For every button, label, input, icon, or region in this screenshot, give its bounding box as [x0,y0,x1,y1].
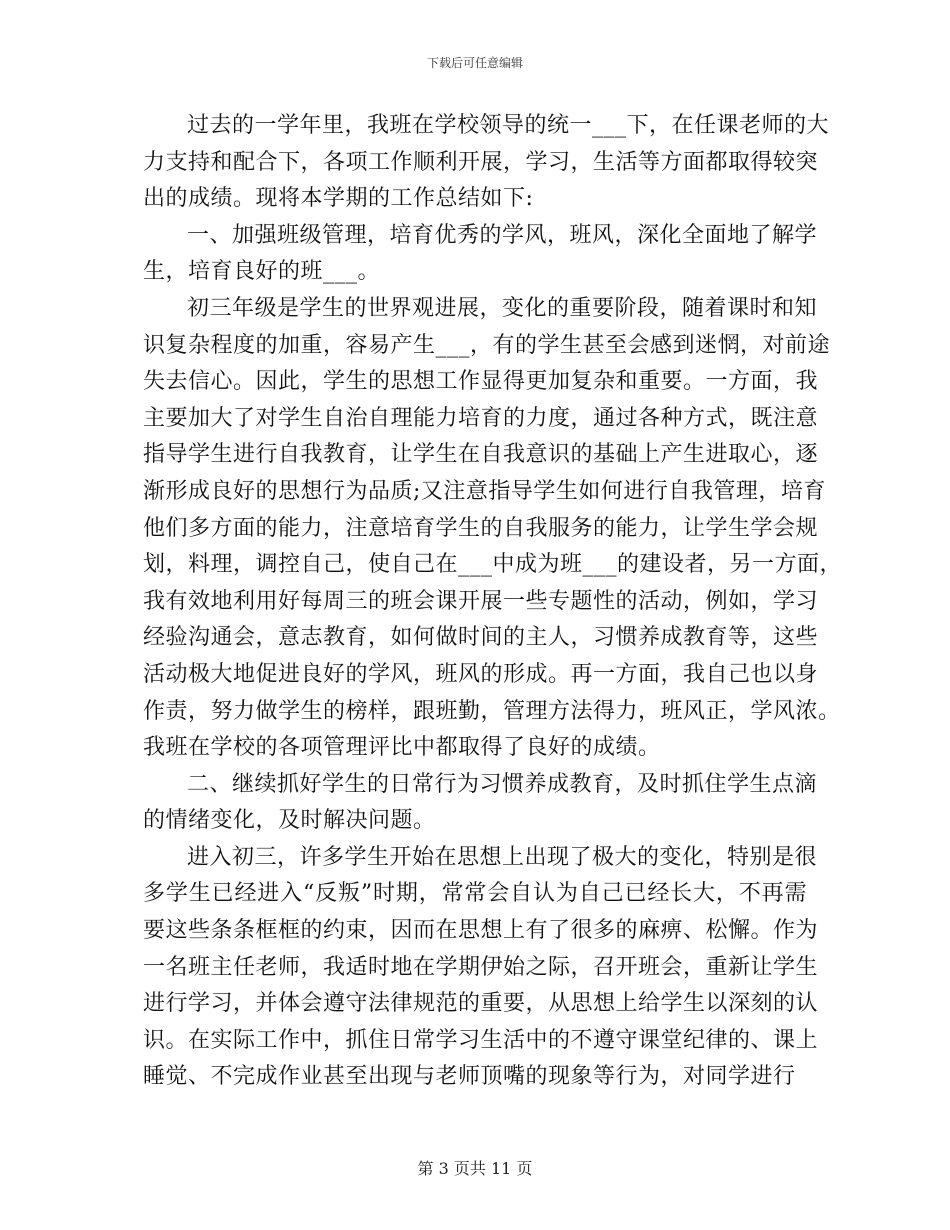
text-line: 一名班主任老师，我适时地在学期伊始之际，召开班会，重新让学生 [143,954,819,980]
text-line: 过去的一学年里，我班在学校领导的统一___下，在任课老师的大 [187,113,830,138]
text-line: 睡觉、不完成作业甚至出现与老师顶嘴的现象等行为，对同学进行 [143,1064,796,1090]
text-line: 经验沟通会，意志教育，如何做时间的主人，习惯养成教育等，这些 [143,625,819,651]
text-line: 初三年级是学生的世界观进展，变化的重要阶段，随着课时和知 [187,295,818,321]
text-line: 识。在实际工作中，抓住日常学习生活中的不遵守课堂纪律的、课上 [143,1027,819,1053]
paragraph-intro [143,108,830,218]
text-line: 的情绪变化，及时解决问题。 [143,808,436,834]
text-line: 指导学生进行自我教育，让学生在自我意识的基础上产生进取心，逐 [143,442,819,468]
paragraph-section-1-body [143,291,843,767]
text-line: 二、继续抓好学生的日常行为习惯养成教育，及时抓住学生点滴 [187,771,818,797]
text-line: 我有效地利用好每周三的班会课开展一些专题性的活动，例如，学习 [143,588,819,614]
text-line: 识复杂程度的加重，容易产生___，有的学生甚至会感到迷惘，对前途 [143,332,831,358]
text-line: 作责，努力做学生的榜样，跟班勤，管理方法得力，班风正，学风浓。 [143,698,841,724]
text-line: 失去信心。因此，学生的思想工作显得更加复杂和重要。一方面，我 [143,369,819,395]
text-line: 划，料理，调控自己，使自己在___中成为班___的建设者，另一方面， [143,552,843,578]
text-line: 我班在学校的各项管理评比中都取得了良好的成绩。 [143,735,661,761]
text-line: 要这些条条框框的约束，因而在思想上有了很多的麻痹、松懈。作为 [143,918,819,944]
text-line: 活动极大地促进良好的学风，班风的形成。再一方面，我自己也以身 [143,661,819,687]
text-line: 进行学习，并体会遵守法律规范的重要，从思想上给学生以深刻的认 [143,991,819,1017]
page-number: 第 3 页共 11 页 [417,1159,533,1178]
text-line: 生，培育良好的班___。 [143,259,381,285]
text-line: 多学生已经进入“反叛”时期，常常会自认为自己已经长大，不再需 [143,881,807,907]
text-line: 主要加大了对学生自治自理能力培育的力度，通过各种方式，既注意 [143,405,819,431]
document-body [143,108,843,1096]
text-line: 他们多方面的能力，注意培育学生的自我服务的能力，让学生学会规 [143,515,819,541]
page-header: 下载后可任意编辑 [426,56,523,70]
paragraph-section-1-heading [143,218,818,291]
paragraph-section-2-heading [143,767,818,840]
text-line: 一、加强班级管理，培育优秀的学风，班风，深化全面地了解学 [187,222,818,248]
text-line: 力支持和配合下，各项工作顺利开展，学习，生活等方面都取得较突 [143,149,819,175]
text-line: 出的成绩。现将本学期的工作总结如下: [143,186,534,212]
text-line: 进入初三，许多学生开始在思想上出现了极大的变化，特别是很 [187,844,818,870]
text-line: 渐形成良好的思想行为品质;又注意指导学生如何进行自我管理，培育 [143,478,826,504]
paragraph-section-2-body [143,840,819,1096]
